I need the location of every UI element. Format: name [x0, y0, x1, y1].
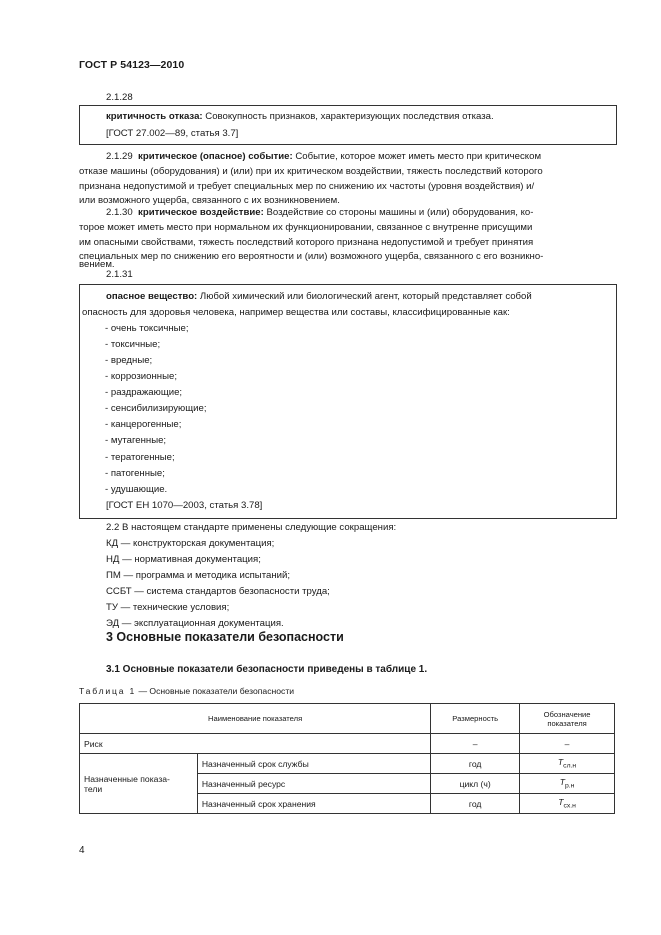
abbreviation-item: ТУ — технические условия;: [106, 602, 230, 613]
column-header-unit: Размерность: [431, 704, 520, 734]
list-item: - раздражающие;: [105, 387, 183, 398]
term-2-1-30-line5: вением.: [79, 259, 115, 270]
term-2-1-31-line2: опасность для здоровья человека, например вещества или составы, классифицированные как:: [82, 307, 510, 318]
term-2-1-30-line4: специальных мер по снижению его вероятности и (или) возможного ущерба, связанного с его возникно-: [79, 251, 544, 262]
standard-code-header: ГОСТ Р 54123—2010: [79, 59, 185, 71]
list-item: - вредные;: [105, 355, 153, 366]
term-2-1-30-title: критическое воздействие:: [138, 207, 264, 218]
cell-indicator-name: Назначенный срок хранения: [197, 794, 430, 814]
term-2-1-29-line3: признана недопустимой и требует специальных мер по снижению их частоты (уровня воздействия) и/: [79, 181, 535, 192]
term-2-1-30-line2: торое может иметь место при нормальном их функционировании, связанное с внутренне присущими: [79, 222, 533, 233]
cell-indicator-name: Назначенный срок службы: [197, 754, 430, 774]
term-2-1-31-reference: [ГОСТ ЕН 1070—2003, статья 3.78]: [106, 500, 263, 511]
table-1-caption: Таблица 1 — Основные показатели безопасности: [79, 686, 295, 696]
subsection-3-1: 3.1 Основные показатели безопасности приведены в таблице 1.: [106, 664, 428, 675]
term-box-2-1-31: [79, 284, 617, 519]
term-2-1-31-title: опасное вещество:: [106, 291, 198, 302]
term-2-1-28-reference: [ГОСТ 27.002—89, статья 3.7]: [106, 128, 239, 139]
term-number-2-1-31: 2.1.31: [106, 269, 133, 280]
abbreviations-intro: 2.2 В настоящем стандарте применены следующие сокращения:: [106, 522, 397, 533]
list-item: - тератогенные;: [105, 452, 175, 463]
abbreviation-item: ЭД — эксплуатационная документация.: [106, 618, 284, 629]
term-2-1-29-line2: отказе машины (оборудования) и (или) при их критическом воздействии, тяжесть последствий которого: [79, 166, 543, 177]
cell-risk-unit: –: [431, 734, 520, 754]
abbreviation-item: КД — конструкторская документация;: [106, 538, 275, 549]
column-header-symbol: Обозначение показателя: [520, 704, 615, 734]
term-2-1-29-line4: или возможного ущерба, связанного с их возникновением.: [79, 195, 340, 206]
term-2-1-31-line1: опасное вещество: Любой химический или биологический агент, который представляет собой: [106, 291, 532, 302]
term-2-1-30-line3: им опасными свойствами, тяжесть последствий которого признана недопустимой и требует принятия: [79, 237, 534, 248]
column-header-name: Наименование показателя: [80, 704, 431, 734]
cell-indicator-unit: год: [431, 754, 520, 774]
cell-indicator-unit: год: [431, 794, 520, 814]
list-item: - патогенные;: [105, 468, 165, 479]
term-2-1-28-title: критичность отказа:: [106, 111, 203, 122]
cell-indicator-symbol: $T_{р.н}$: [520, 774, 615, 794]
cell-indicator-symbol: $T_{сл.н}$: [520, 754, 615, 774]
list-item: - токсичные;: [105, 339, 161, 350]
abbreviation-item: ПМ — программа и методика испытаний;: [106, 570, 291, 581]
list-item: - канцерогенные;: [105, 419, 182, 430]
term-2-1-29-line1: 2.1.29 критическое (опасное) событие: Событие, которое может иметь место при критическом: [106, 151, 542, 162]
abbreviation-item: ССБТ — система стандартов безопасности труда;: [106, 586, 330, 597]
section-3-title: 3 Основные показатели безопасности: [106, 630, 344, 644]
cell-indicator-unit: цикл (ч): [431, 774, 520, 794]
list-item: - удушающие.: [105, 484, 168, 495]
abbreviation-item: НД — нормативная документация;: [106, 554, 261, 565]
cell-group-label: Назначенные показа- тели: [80, 754, 198, 814]
cell-indicator-symbol: $T_{сх.н}$: [520, 794, 615, 814]
term-number-2-1-28: 2.1.28: [106, 92, 133, 103]
term-2-1-30-line1: 2.1.30 критическое воздействие: Воздействие со стороны машины и (или) оборудования, ко-: [106, 207, 534, 218]
list-item: - мутагенные;: [105, 435, 167, 446]
term-box-2-1-28: [79, 105, 617, 145]
list-item: - сенсибилизирующие;: [105, 403, 207, 414]
cell-risk-symbol: –: [520, 734, 615, 754]
term-2-1-28-definition: критичность отказа: Совокупность признаков, характеризующих последствия отказа.: [106, 111, 494, 122]
safety-indicators-table: [79, 703, 615, 814]
table-row: [80, 734, 615, 754]
cell-risk-name: Риск: [80, 734, 431, 754]
list-item: - коррозионные;: [105, 371, 177, 382]
page-number: 4: [79, 845, 85, 856]
term-2-1-29-title: критическое (опасное) событие:: [138, 151, 293, 162]
table-row: [80, 754, 615, 774]
list-item: - очень токсичные;: [105, 323, 189, 334]
cell-indicator-name: Назначенный ресурс: [197, 774, 430, 794]
